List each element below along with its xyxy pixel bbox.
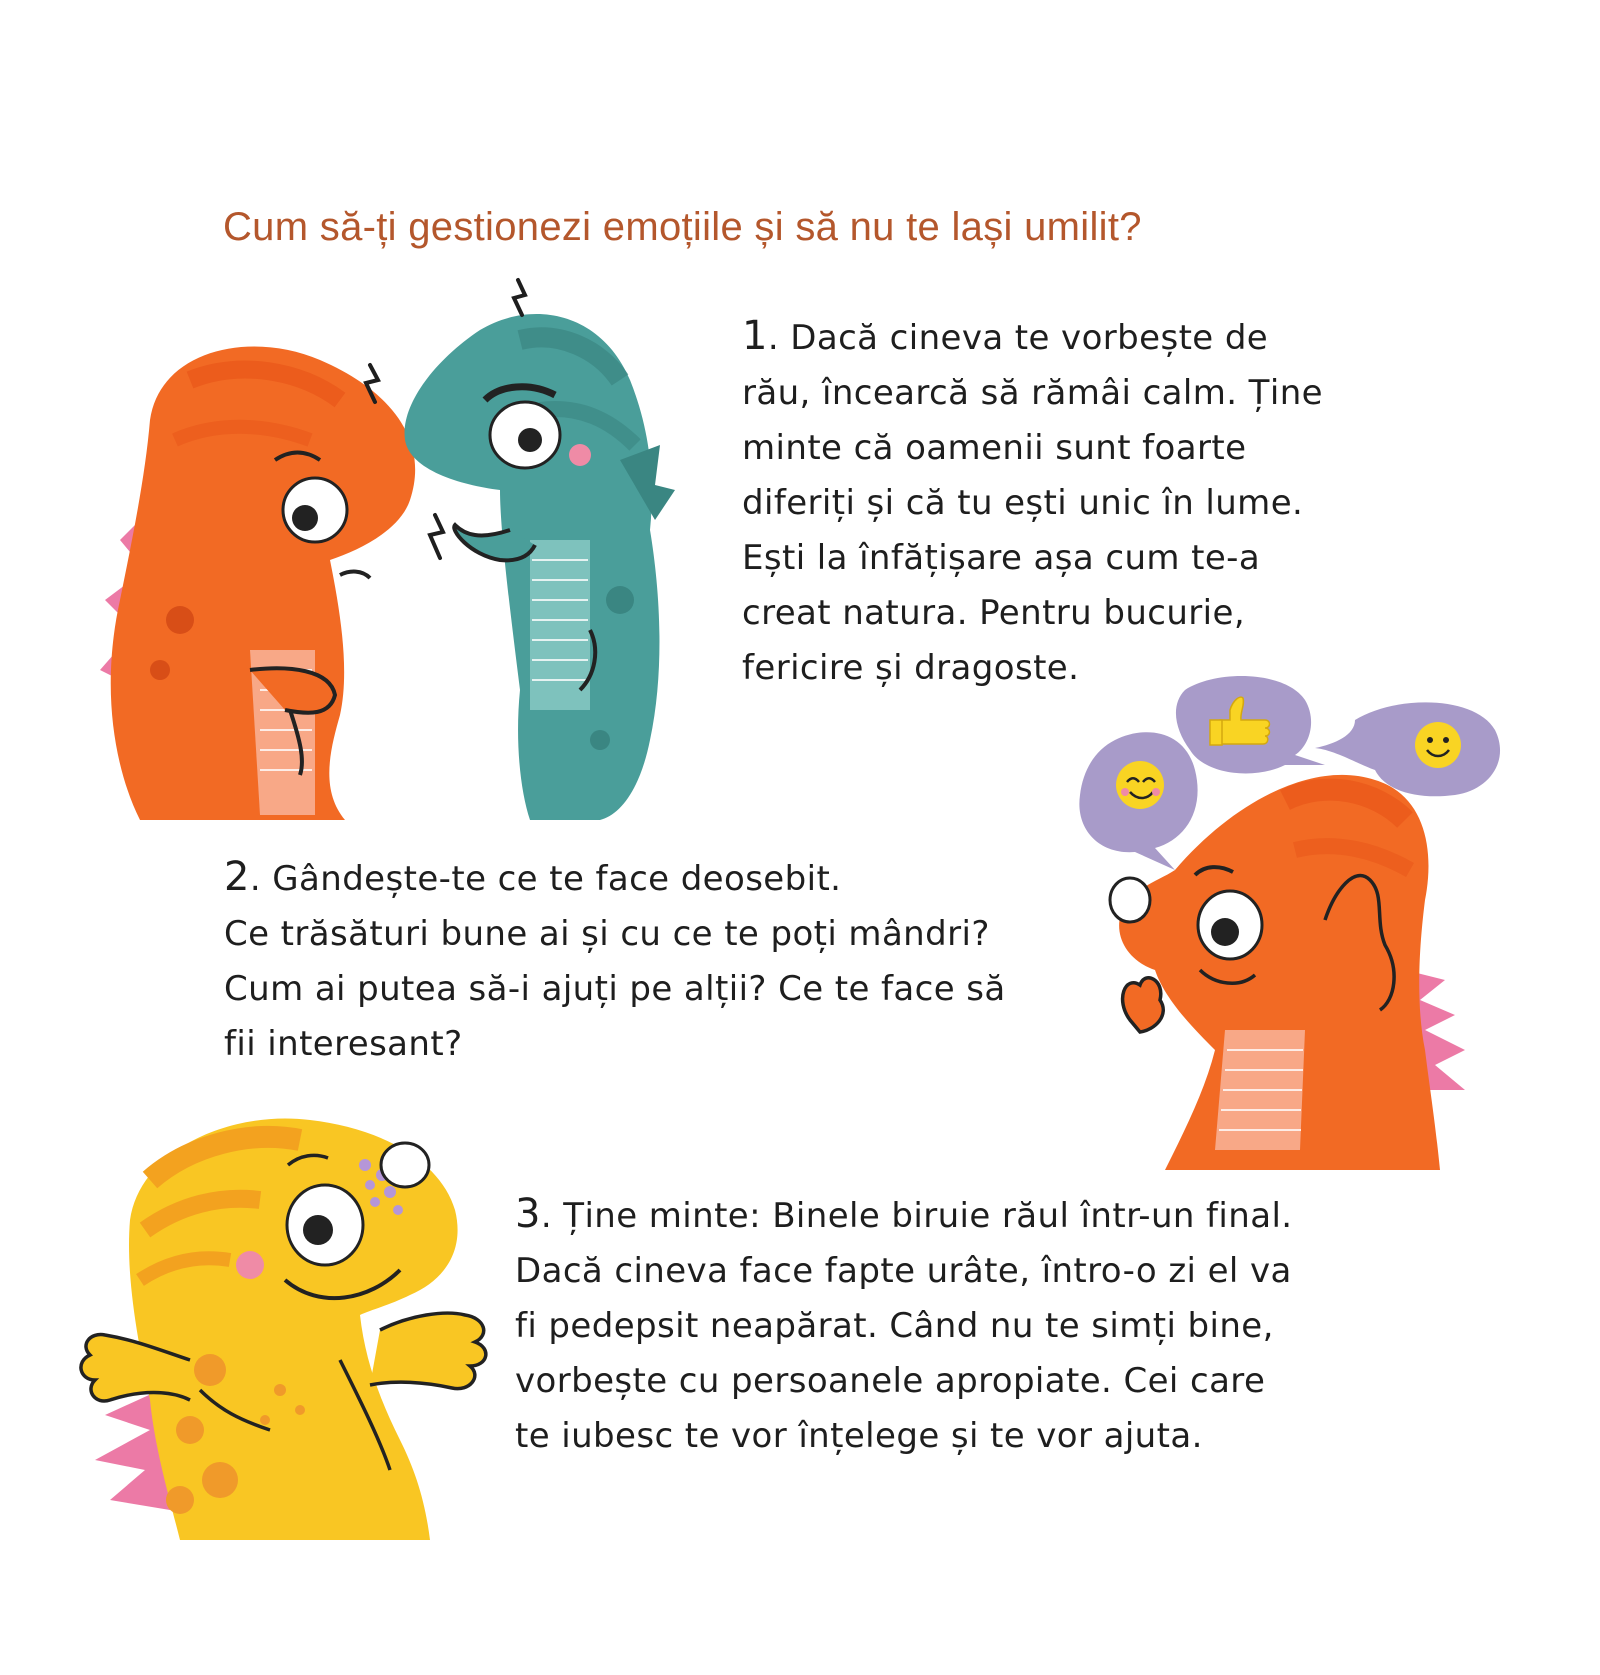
text-line: Cum ai putea să-i ajuți pe alții? Ce te face să	[224, 969, 1006, 1009]
happy-yellow-dino-illustration	[60, 1100, 510, 1540]
text-line: fii interesant?	[224, 1024, 463, 1064]
blushing-smiley-icon	[1079, 732, 1197, 870]
section-number: 1	[742, 313, 768, 359]
page-title: Cum să-ți gestionezi emoțiile și să nu te lași umilit?	[223, 205, 1142, 249]
section-number: 2	[224, 854, 250, 900]
text-line: minte că oamenii sunt foarte	[742, 428, 1247, 468]
text-line: Ce trăsături bune ai și cu ce te poți mândri?	[224, 914, 990, 954]
text-line: fericire și dragoste.	[742, 648, 1080, 688]
text-line: rău, încearcă să rămâi calm. Ține	[742, 373, 1323, 413]
text-line: te iubesc te vor înțelege și te vor ajuta.	[515, 1416, 1203, 1456]
lightning-icon	[430, 515, 443, 558]
thinking-dino-illustration	[1055, 670, 1545, 1170]
section-1-first-line: 1. Dacă cineva te vorbește de	[742, 313, 1269, 359]
text-line: diferiți și că tu ești unic în lume.	[742, 483, 1304, 523]
section-3-first-line: 3. Ține minte: Binele biruie răul într-un final.	[515, 1191, 1293, 1237]
text-line: vorbește cu persoanele apropiate. Cei care	[515, 1361, 1266, 1401]
section-1-text	[742, 309, 1323, 696]
lightning-icon	[514, 280, 525, 315]
section-2-first-line: 2. Gândește-te ce te face deosebit.	[224, 854, 842, 900]
section-number: 3	[515, 1191, 541, 1237]
text-line: Dacă cineva face fapte urâte, întro-o zi el va	[515, 1251, 1292, 1291]
arguing-dinos-illustration	[100, 270, 710, 820]
section-2-text	[224, 850, 1006, 1072]
text-line: creat natura. Pentru bucurie,	[742, 593, 1246, 633]
text-line: Ești la înfățișare așa cum te-a	[742, 538, 1261, 578]
section-3-text	[515, 1187, 1293, 1464]
text-line: fi pedepsit neapărat. Când nu te simți bine,	[515, 1306, 1274, 1346]
thumbs-up-icon	[1176, 676, 1325, 773]
